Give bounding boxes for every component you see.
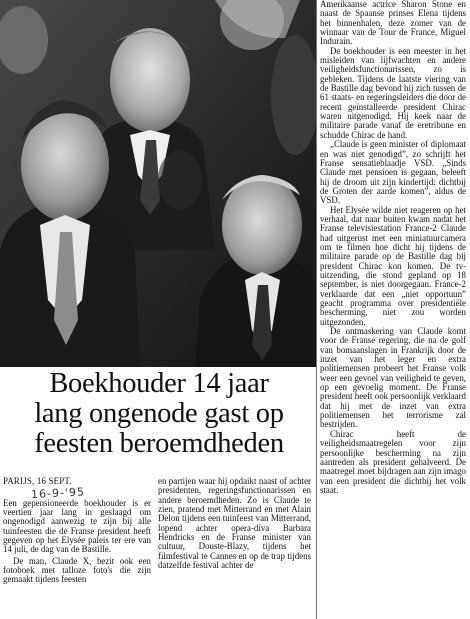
headline — [6, 367, 312, 459]
article-paragraph: en partijen waar hij opdaikt naast of achter presidenten, regeringsfunctionarissen en andere beroemdheden. Zo is Claude te zien, pratend met Mitterrand en met Alain Delon tijdens een tuinfeest van Mitterrand, lopend achter opera-diva Barbara Hendricks en de Franse minister van cultuur, Douste-Blazy, tijdens het filmfestival te Cannes en op de trap tijdens datzelfde festival achter de — [158, 476, 311, 571]
news-photo — [0, 0, 317, 367]
article-paragraph: Amerikaanse actrice Sharon Stone en naast de Spaanse prinses Elena tijdens het binnenhalen, deze zomer van de winnaar van de Tour de France, Miguel Indurain. — [320, 0, 466, 47]
article-column-middle — [158, 477, 311, 570]
handwritten-date: 16-9-'95 — [30, 485, 86, 502]
article-column-left — [3, 477, 151, 585]
article-column-right — [320, 0, 466, 495]
lead-text: Een gepensioneerde boekhouder is er veertien jaar lang in geslaagd om ongenodigd aanwezig te zijn bij alle tuinfeesten die de Franse president heeft gegeven op het Elysée paleis ter ere van 14 juli, de dag van de Bastille. — [3, 497, 151, 555]
column-divider — [316, 0, 317, 619]
article-paragraph — [3, 477, 151, 555]
article-paragraph: De man, Claude X, bezit ook een fotoboek met talloze foto's die zijn gemaakt tijdens feesten — [3, 555, 151, 585]
article-paragraph: Chirac heeft de veiligheidsmaatregelen voor zijn persoonlijke bescherming na zijn aantreden als president gehalveerd. De maatregel moet bijdragen aan zijn imago van een president die dichtbij het volk staat. — [320, 428, 466, 495]
photo-illustration — [0, 0, 317, 367]
article-paragraph: Het Elysée wilde niet reageren op het verhaal, dat naar buiten kwam nadat het Franse televisiestation France-2 Claude had uitgerust met een miniatuurcamera om te filmen hoe dicht hij tijdens de militaire parade op de Bastille dag bij president Chirac kon komen. De tv-uitzending, die stond gepland op 18 september, is niet doorgegaan. France-2 verklaarde dat een „niet opportuun” geacht programma over presidentiële bescherming, niet zou worden uitgezonden. — [320, 204, 466, 327]
headline-line-2: lang ongenode gast op — [34, 398, 284, 429]
article-paragraph: De ontmaskering van Claude komt voor de Franse regering, die na de golf van bomaanslagen in Frankrijk door de inzet van het leger en extra politiemensen probeert het Franse volk weer een gevoel van veiligheid te geven, op een gevoelig moment. De Franse president heeft ook persoonlijk verklaard dat hij met de inzet van extra politiemensen het terrorisme zal bestrijden. — [320, 326, 466, 430]
article-paragraph: De boekhouder is een meester in het misleiden van lijfwachten en andere veiligheidsfunctionarissen, zo is gebleken. Tijdens de laatste viering van de Bastille dag bevond hij zich tussen de 61 staats- en regeringsleiders die door de recent geïnstalleerde president Chirac waren uitgenodigd. Hij keek naar de militaire parade vanaf de eretribune en schudde Chirac de hand. — [320, 45, 466, 140]
dateline: PARIJS, 16 SEPT. — [3, 476, 72, 486]
headline-line-1: Boekhouder 14 jaar — [49, 368, 269, 399]
article-paragraph: „Claude is geen minister of diplomaat en was niet genodigd”, zo schrijft het Franse sensatieblaadje VSD. „Sinds Claude met pensioen is gegaan, beleeft hij de droom uit zijn kindertijd: dichtbij de Groten der aarde komen”, aldus de VSD. — [320, 139, 466, 206]
headline-line-3: feesten beroemdheden — [34, 428, 284, 459]
